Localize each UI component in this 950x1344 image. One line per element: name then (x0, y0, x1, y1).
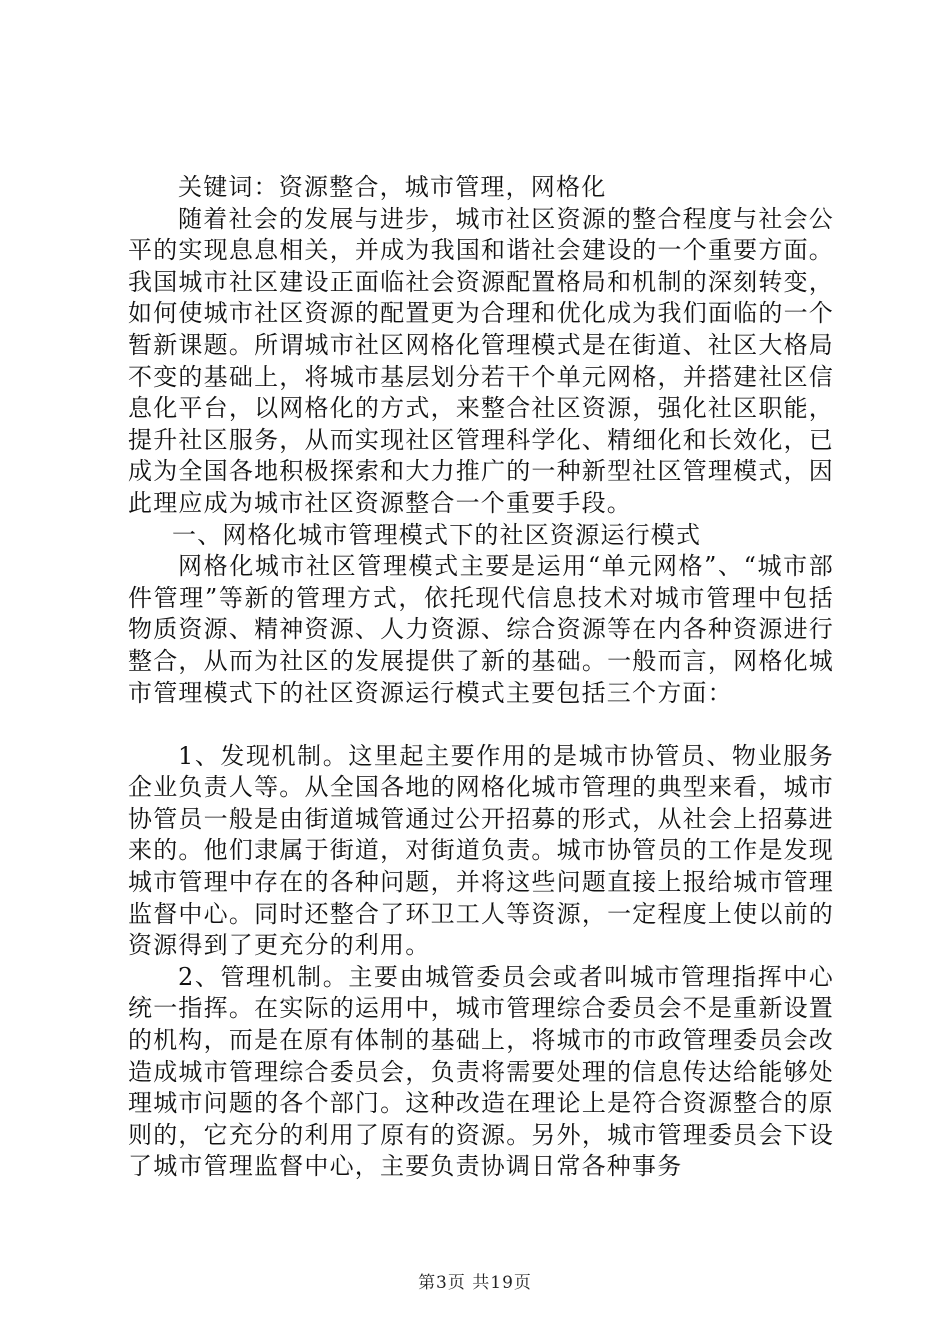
section-paragraph: 网格化城市社区管理模式主要是运用“单元网格”、“城市部件管理”等新的管理方式，依托现代信息技术对城市管理中包括物质资源、精神资源、人力资源、综合资源等在内各种资源进行整合，从而为社区的发展提供了新的基础。一般而言，网格化城市管理模式下的社区资源运行模式主要包括三个方面： (128, 552, 834, 707)
blank-line (128, 709, 834, 741)
page-footer (0, 1268, 950, 1293)
document-body (128, 172, 834, 1183)
item1-paragraph: 1、发现机制。这里起主要作用的是城市协管员、物业服务企业负责人等。从全国各地的网格化城市管理的典型来看，城市协管员一般是由街道城管通过公开招募的形式，从社会上招募进来的。他们隶属于街道，对街道负责。城市协管员的工作是发现城市管理中存在的各种问题，并将这些问题直接上报给城市管理监督中心。同时还整合了环卫工人等资源，一定程度上使以前的资源得到了更充分的利用。 (128, 741, 834, 960)
intro-paragraph: 随着社会的发展与进步，城市社区资源的整合程度与社会公平的实现息息相关，并成为我国和谐社会建设的一个重要方面。我国城市社区建设正面临社会资源配置格局和机制的深刻转变，如何使城市社区资源的配置更为合理和优化成为我们面临的一个暂新课题。所谓城市社区网格化管理模式是在街道、社区大格局不变的基础上，将城市基层划分若干个单元网格，并搭建社区信息化平台，以网格化的方式，来整合社区资源，强化社区职能，提升社区服务，从而实现社区管理科学化、精细化和长效化，已成为全国各地积极探索和大力推广的一种新型社区管理模式，因此理应成为城市社区资源整合一个重要手段。 (128, 204, 834, 517)
keywords-line: 关键词：资源整合，城市管理，网格化 (178, 173, 607, 201)
section-heading: 一、网格化城市管理模式下的社区资源运行模式 (172, 520, 702, 549)
page-number-label: 第3页 共19页 (418, 1273, 532, 1293)
item2-paragraph: 2、管理机制。主要由城管委员会或者叫城市管理指挥中心统一指挥。在实际的运用中，城市管理综合委员会不是重新设置的机构，而是在原有体制的基础上，将城市的市政管理委员会改造成城市管理综合委员会，负责将需要处理的信息传达给能够处理城市问题的各个部门。这种改造在理论上是符合资源整合的原则的，它充分的利用了原有的资源。另外，城市管理委员会下设了城市管理监督中心，主要负责协调日常各种事务 (128, 962, 834, 1181)
